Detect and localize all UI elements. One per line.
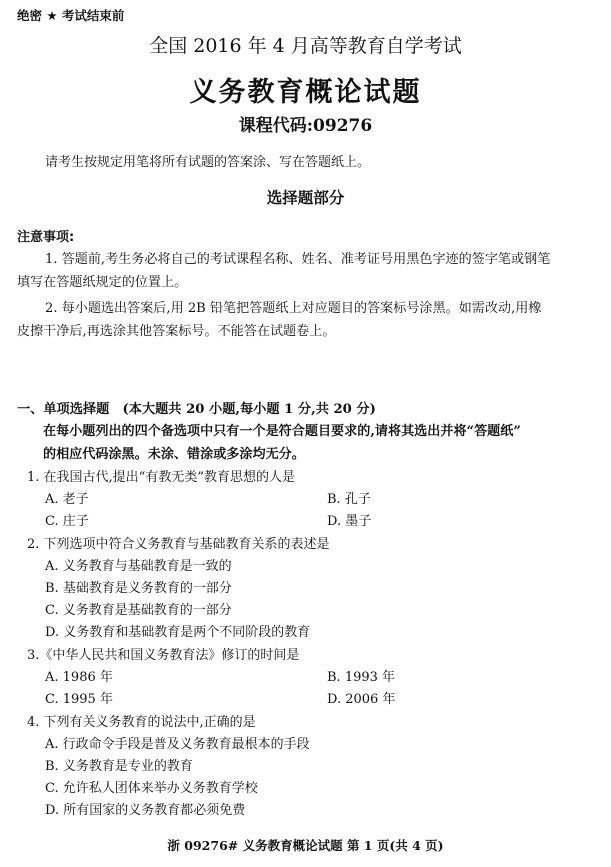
option-c: C. 允许私人团体来举办义务教育学校 [45,781,258,796]
option-b: B. 基础教育是义务教育的一部分 [45,581,232,596]
option-c: C. 庄子 [45,514,89,529]
course-code: 课程代码:09276 [238,116,373,136]
notes-heading: 注意事项: [17,230,75,245]
option-a: A. 老子 [45,492,89,507]
page-footer: 浙 09276# 义务教育概论试题 第 1 页(共 4 页) [167,838,444,853]
confidential-mark: 绝密 ★ 考试结束前 [17,8,125,23]
option-c: C. 1995 年 [45,692,113,707]
option-b: B. 孔子 [327,492,371,507]
option-d: D. 所有国家的义务教育都必须免费 [45,803,246,818]
option-c: C. 义务教育是基础教育的一部分 [45,603,232,618]
question-stem: 2. 下列选项中符合义务教育与基础教育关系的表述是 [27,537,330,552]
option-d: D. 墨子 [327,514,372,529]
exam-title: 全国 2016 年 4 月高等教育自学考试 [149,35,462,57]
answer-instruction: 请考生按规定用笔将所有试题的答案涂、写在答题纸上。 [45,155,371,170]
note-line: 1. 答题前,考生务必将自己的考试课程名称、姓名、准考证号用黑色字迹的签字笔或钢笔 [45,252,551,267]
part-description: 在每小题列出的四个备选项中只有一个是符合题目要求的,请将其选出并将“答题纸” [43,424,521,439]
option-a: A. 行政命令手段是普及义务教育最根本的手段 [45,737,310,752]
note-line: 填写在答题纸规定的位置上。 [17,275,188,290]
note-line: 皮擦干净后,再选涂其他答案标号。不能答在试题卷上。 [17,324,336,339]
question-stem: 3.《中华人民共和国义务教育法》修订的时间是 [27,648,300,663]
paper-title: 义务教育概论试题 [189,77,422,108]
note-line: 2. 每小题选出答案后,用 2B 铅笔把答题纸上对应题目的答案标号涂黑。如需改动,用橡 [45,301,542,316]
option-d: D. 义务教育和基础教育是两个不同阶段的教育 [45,625,311,640]
option-a: A. 1986 年 [45,670,113,685]
part-description: 的相应代码涂黑。未涂、错涂或多涂均无分。 [43,447,305,462]
section-title: 选择题部分 [266,188,345,207]
option-b: B. 1993 年 [327,670,396,685]
question-stem: 4. 下列有关义务教育的说法中,正确的是 [27,715,256,730]
question-stem: 1. 在我国古代,提出“有教无类”教育思想的人是 [27,470,295,485]
option-a: A. 义务教育与基础教育是一致的 [45,559,232,574]
part-heading: 一、单项选择题 (本大题共 20 小题,每小题 1 分,共 20 分) [17,402,376,417]
option-d: D. 2006 年 [327,692,396,707]
option-b: B. 义务教育是专业的教育 [45,759,193,774]
